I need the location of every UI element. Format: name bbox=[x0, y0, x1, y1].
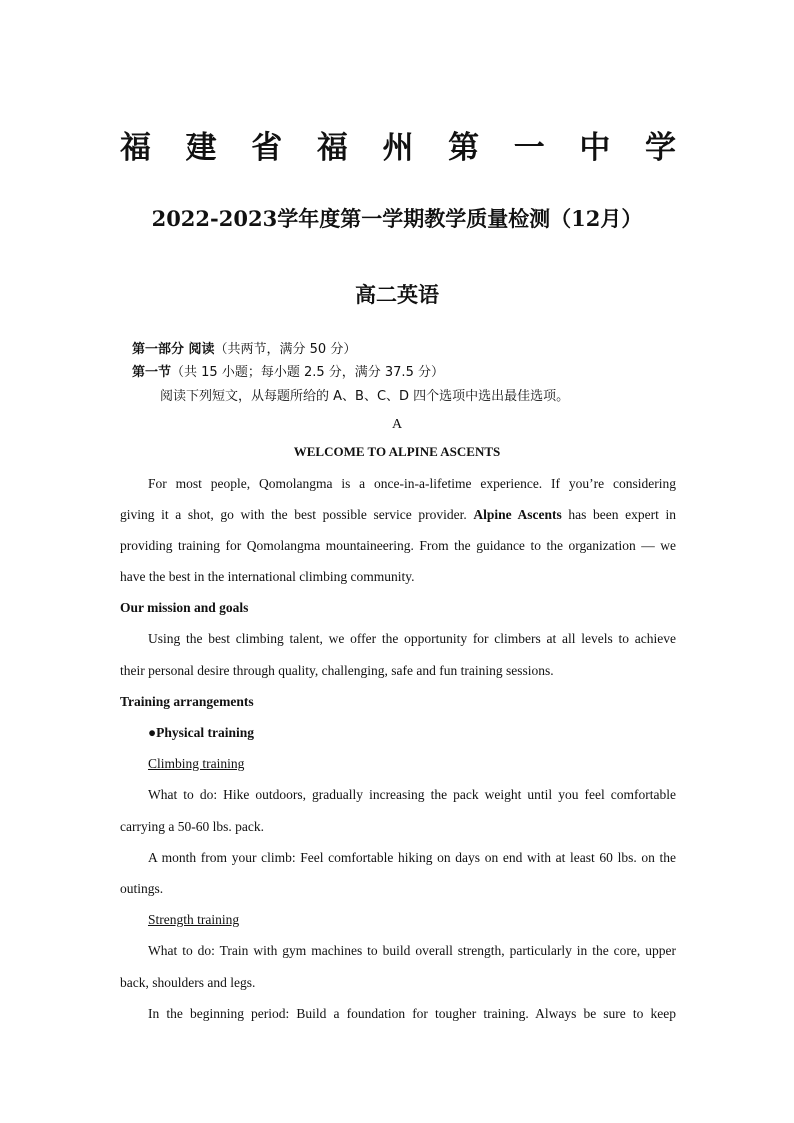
school-char: 学 bbox=[645, 130, 676, 166]
part-label: 第一部分 阅读 bbox=[132, 342, 215, 357]
paragraph-line: In the beginning period: Build a foundation for tougher training. Always be sure to keep bbox=[148, 1006, 676, 1021]
exam-title: 2022-2023学年度第一学期教学质量检测（12月） bbox=[151, 206, 643, 231]
text-run: has been expert in bbox=[561, 507, 676, 522]
paragraph-line: What to do: Train with gym machines to build overall strength, particularly in the core, upper bbox=[148, 943, 676, 958]
school-char: 福 bbox=[120, 130, 151, 166]
school-char: 中 bbox=[579, 130, 611, 166]
school-char: 一 bbox=[513, 130, 545, 166]
subsection-heading bbox=[132, 361, 444, 380]
paragraph-line: have the best in the international climbing community. bbox=[120, 569, 415, 584]
physical-training-heading: ●Physical training bbox=[148, 725, 255, 740]
school-char: 州 bbox=[382, 130, 414, 166]
school-char: 建 bbox=[185, 130, 217, 166]
paragraph-line: A month from your climb: Feel comfortable hiking on days on end with at least 60 lbs. on the bbox=[148, 850, 676, 865]
subsection-detail: （共 15 小题；每小题 2.5 分，满分 37.5 分） bbox=[171, 365, 444, 380]
passage-title: WELCOME TO ALPINE ASCENTS bbox=[293, 444, 501, 459]
paragraph-line: carrying a 50-60 lbs. pack. bbox=[120, 819, 264, 834]
instruction: 阅读下列短文，从每题所给的 A、B、C、D 四个选项中选出最佳选项。 bbox=[160, 389, 570, 404]
school-char: 省 bbox=[251, 130, 283, 166]
school-char: 福 bbox=[316, 130, 348, 166]
mission-heading: Our mission and goals bbox=[120, 600, 249, 615]
text-run: giving it a shot, go with the best possible service provider. bbox=[120, 507, 474, 522]
part-detail: （共两节，满分 50 分） bbox=[214, 342, 357, 357]
part-heading bbox=[132, 338, 356, 357]
passage-letter: A bbox=[391, 417, 403, 432]
strength-training-heading: Strength training bbox=[148, 912, 240, 927]
paragraph-line: outings. bbox=[120, 881, 164, 896]
school-name bbox=[120, 122, 676, 167]
school-char: 第 bbox=[448, 130, 480, 166]
paragraph-line: back, shoulders and legs. bbox=[120, 975, 256, 990]
paragraph-line: their personal desire through quality, challenging, safe and fun training sessions. bbox=[120, 663, 554, 678]
subsection-label: 第一节 bbox=[132, 365, 172, 380]
brand-name: Alpine Ascents bbox=[473, 507, 562, 522]
paragraph-line: providing training for Qomolangma mountaineering. From the guidance to the organization — we bbox=[120, 538, 676, 553]
climbing-training-heading: Climbing training bbox=[148, 756, 245, 771]
paragraph-line: What to do: Hike outdoors, gradually increasing the pack weight until you feel comfortable bbox=[148, 787, 676, 802]
paragraph-line: Using the best climbing talent, we offer the opportunity for climbers at all levels to achieve bbox=[148, 631, 676, 646]
training-heading: Training arrangements bbox=[120, 694, 254, 709]
paragraph-line: For most people, Qomolangma is a once-in-a-lifetime experience. If you’re considering bbox=[148, 476, 676, 491]
paragraph-line bbox=[120, 506, 676, 524]
subject-title: 高二英语 bbox=[355, 282, 439, 307]
